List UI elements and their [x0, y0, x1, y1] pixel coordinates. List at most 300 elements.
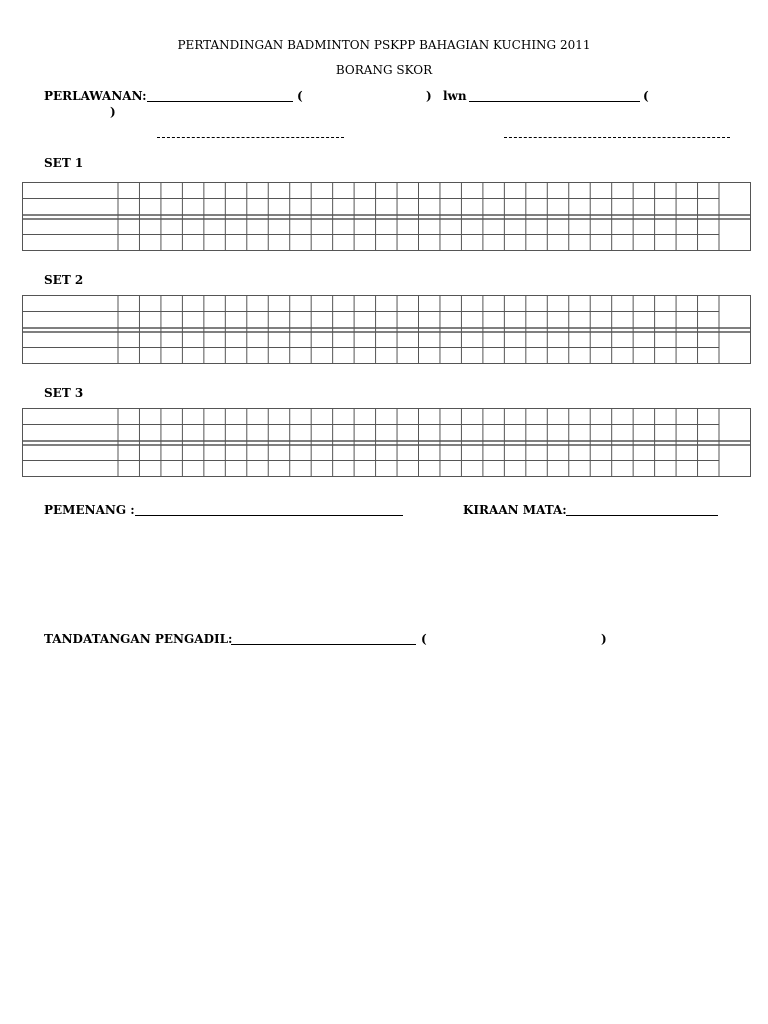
- score-cell[interactable]: [161, 235, 182, 252]
- score-cell[interactable]: [655, 408, 676, 425]
- score-cell[interactable]: [182, 182, 203, 199]
- score-cell[interactable]: [268, 348, 289, 365]
- score-cell[interactable]: [655, 425, 676, 442]
- score-cell[interactable]: [461, 332, 482, 348]
- score-cell[interactable]: [461, 425, 482, 442]
- score-cell[interactable]: [419, 182, 440, 199]
- score-cell[interactable]: [354, 332, 375, 348]
- score-cell[interactable]: [547, 219, 568, 235]
- score-cell[interactable]: [440, 461, 461, 478]
- score-cell[interactable]: [161, 332, 182, 348]
- score-cell[interactable]: [547, 295, 568, 312]
- score-cell[interactable]: [204, 312, 225, 329]
- score-cell[interactable]: [569, 332, 590, 348]
- score-cell[interactable]: [376, 408, 397, 425]
- score-cell[interactable]: [161, 182, 182, 199]
- score-cell[interactable]: [118, 332, 139, 348]
- score-cell[interactable]: [612, 425, 633, 442]
- score-cell[interactable]: [161, 425, 182, 442]
- score-cell[interactable]: [311, 295, 332, 312]
- score-cell[interactable]: [290, 199, 311, 216]
- score-cell[interactable]: [204, 199, 225, 216]
- score-cell[interactable]: [504, 219, 525, 235]
- score-cell[interactable]: [461, 182, 482, 199]
- score-cell[interactable]: [204, 461, 225, 478]
- score-cell[interactable]: [333, 312, 354, 329]
- set-2-score-table[interactable]: [22, 295, 751, 364]
- score-cell[interactable]: [504, 425, 525, 442]
- score-cell[interactable]: [698, 312, 719, 329]
- score-cell[interactable]: [247, 312, 268, 329]
- score-cell[interactable]: [268, 425, 289, 442]
- score-cell[interactable]: [225, 425, 246, 442]
- score-cell[interactable]: [504, 235, 525, 252]
- score-cell[interactable]: [569, 461, 590, 478]
- score-cell[interactable]: [569, 445, 590, 461]
- score-cell[interactable]: [612, 332, 633, 348]
- score-cell[interactable]: [483, 461, 504, 478]
- score-cell[interactable]: [612, 461, 633, 478]
- score-cell[interactable]: [504, 332, 525, 348]
- score-cell[interactable]: [204, 425, 225, 442]
- score-cell[interactable]: [311, 408, 332, 425]
- score-cell[interactable]: [590, 219, 611, 235]
- score-cell[interactable]: [311, 219, 332, 235]
- score-cell[interactable]: [139, 295, 160, 312]
- score-cell[interactable]: [419, 445, 440, 461]
- score-cell[interactable]: [440, 219, 461, 235]
- score-cell[interactable]: [698, 235, 719, 252]
- score-cell[interactable]: [440, 312, 461, 329]
- score-cell[interactable]: [655, 312, 676, 329]
- score-cell[interactable]: [569, 235, 590, 252]
- score-cell[interactable]: [376, 461, 397, 478]
- score-cell[interactable]: [376, 348, 397, 365]
- score-cell[interactable]: [182, 219, 203, 235]
- score-cell[interactable]: [139, 332, 160, 348]
- score-cell[interactable]: [547, 235, 568, 252]
- score-cell[interactable]: [376, 219, 397, 235]
- score-cell[interactable]: [225, 408, 246, 425]
- score-cell[interactable]: [698, 295, 719, 312]
- score-cell[interactable]: [633, 199, 654, 216]
- score-cell[interactable]: [204, 219, 225, 235]
- score-cell[interactable]: [397, 312, 418, 329]
- score-cell[interactable]: [698, 408, 719, 425]
- score-cell[interactable]: [311, 445, 332, 461]
- score-cell[interactable]: [590, 461, 611, 478]
- score-cell[interactable]: [333, 182, 354, 199]
- score-cell[interactable]: [311, 182, 332, 199]
- score-cell[interactable]: [419, 312, 440, 329]
- score-cell[interactable]: [118, 408, 139, 425]
- score-cell[interactable]: [461, 348, 482, 365]
- score-cell[interactable]: [333, 295, 354, 312]
- score-cell[interactable]: [633, 425, 654, 442]
- score-cell[interactable]: [397, 348, 418, 365]
- score-cell[interactable]: [139, 425, 160, 442]
- score-cell[interactable]: [612, 445, 633, 461]
- score-cell[interactable]: [290, 235, 311, 252]
- score-cell[interactable]: [419, 425, 440, 442]
- score-cell[interactable]: [225, 332, 246, 348]
- score-cell[interactable]: [676, 445, 697, 461]
- player-b-dashed-line[interactable]: [504, 137, 730, 138]
- score-cell[interactable]: [354, 219, 375, 235]
- score-cell[interactable]: [440, 295, 461, 312]
- score-cell[interactable]: [676, 425, 697, 442]
- score-cell[interactable]: [290, 219, 311, 235]
- score-cell[interactable]: [612, 219, 633, 235]
- score-cell[interactable]: [483, 445, 504, 461]
- score-cell[interactable]: [419, 295, 440, 312]
- score-cell[interactable]: [139, 182, 160, 199]
- score-cell[interactable]: [655, 445, 676, 461]
- player-a-dashed-line[interactable]: [157, 137, 344, 138]
- score-cell[interactable]: [676, 461, 697, 478]
- score-cell[interactable]: [161, 219, 182, 235]
- score-cell[interactable]: [633, 182, 654, 199]
- score-cell[interactable]: [569, 295, 590, 312]
- score-cell[interactable]: [397, 219, 418, 235]
- score-cell[interactable]: [118, 312, 139, 329]
- score-cell[interactable]: [547, 182, 568, 199]
- score-cell[interactable]: [354, 312, 375, 329]
- score-cell[interactable]: [397, 445, 418, 461]
- score-cell[interactable]: [440, 182, 461, 199]
- score-cell[interactable]: [440, 199, 461, 216]
- score-cell[interactable]: [461, 461, 482, 478]
- score-cell[interactable]: [311, 235, 332, 252]
- score-cell[interactable]: [290, 461, 311, 478]
- score-cell[interactable]: [204, 332, 225, 348]
- score-cell[interactable]: [333, 332, 354, 348]
- score-cell[interactable]: [633, 348, 654, 365]
- score-cell[interactable]: [419, 332, 440, 348]
- score-cell[interactable]: [633, 461, 654, 478]
- score-cell[interactable]: [268, 219, 289, 235]
- score-cell[interactable]: [397, 408, 418, 425]
- score-cell[interactable]: [698, 425, 719, 442]
- score-cell[interactable]: [698, 332, 719, 348]
- score-cell[interactable]: [333, 461, 354, 478]
- score-cell[interactable]: [676, 332, 697, 348]
- score-cell[interactable]: [268, 182, 289, 199]
- score-cell[interactable]: [290, 332, 311, 348]
- score-cell[interactable]: [483, 182, 504, 199]
- score-cell[interactable]: [547, 332, 568, 348]
- score-cell[interactable]: [504, 295, 525, 312]
- score-cell[interactable]: [311, 199, 332, 216]
- score-cell[interactable]: [290, 312, 311, 329]
- score-cell[interactable]: [397, 182, 418, 199]
- score-cell[interactable]: [376, 445, 397, 461]
- score-cell[interactable]: [397, 295, 418, 312]
- score-cell[interactable]: [612, 312, 633, 329]
- score-cell[interactable]: [633, 332, 654, 348]
- score-cell[interactable]: [590, 312, 611, 329]
- score-cell[interactable]: [118, 445, 139, 461]
- score-cell[interactable]: [504, 445, 525, 461]
- score-cell[interactable]: [633, 408, 654, 425]
- score-cell[interactable]: [333, 348, 354, 365]
- score-cell[interactable]: [247, 425, 268, 442]
- set-1-score-table[interactable]: [22, 182, 751, 251]
- score-cell[interactable]: [225, 199, 246, 216]
- score-cell[interactable]: [161, 312, 182, 329]
- score-cell[interactable]: [376, 199, 397, 216]
- score-cell[interactable]: [225, 219, 246, 235]
- score-cell[interactable]: [397, 332, 418, 348]
- score-cell[interactable]: [354, 425, 375, 442]
- score-cell[interactable]: [483, 199, 504, 216]
- score-cell[interactable]: [118, 461, 139, 478]
- score-cell[interactable]: [483, 235, 504, 252]
- score-cell[interactable]: [655, 461, 676, 478]
- score-cell[interactable]: [590, 332, 611, 348]
- score-cell[interactable]: [419, 235, 440, 252]
- score-cell[interactable]: [354, 461, 375, 478]
- winner-field[interactable]: [135, 515, 403, 516]
- score-cell[interactable]: [419, 199, 440, 216]
- score-cell[interactable]: [354, 235, 375, 252]
- score-cell[interactable]: [225, 348, 246, 365]
- score-cell[interactable]: [504, 348, 525, 365]
- score-cell[interactable]: [354, 348, 375, 365]
- score-cell[interactable]: [376, 425, 397, 442]
- score-cell[interactable]: [139, 312, 160, 329]
- score-cell[interactable]: [483, 312, 504, 329]
- score-cell[interactable]: [247, 348, 268, 365]
- score-cell[interactable]: [526, 199, 547, 216]
- score-cell[interactable]: [419, 219, 440, 235]
- score-cell[interactable]: [440, 408, 461, 425]
- score-cell[interactable]: [225, 235, 246, 252]
- score-cell[interactable]: [526, 461, 547, 478]
- score-cell[interactable]: [182, 461, 203, 478]
- score-cell[interactable]: [225, 445, 246, 461]
- score-cell[interactable]: [161, 445, 182, 461]
- score-cell[interactable]: [397, 425, 418, 442]
- score-cell[interactable]: [590, 182, 611, 199]
- score-cell[interactable]: [633, 219, 654, 235]
- score-cell[interactable]: [290, 445, 311, 461]
- score-cell[interactable]: [247, 182, 268, 199]
- score-cell[interactable]: [483, 219, 504, 235]
- score-cell[interactable]: [526, 445, 547, 461]
- score-cell[interactable]: [182, 348, 203, 365]
- score-cell[interactable]: [290, 408, 311, 425]
- score-cell[interactable]: [204, 295, 225, 312]
- score-cell[interactable]: [504, 199, 525, 216]
- score-cell[interactable]: [161, 461, 182, 478]
- score-cell[interactable]: [182, 332, 203, 348]
- score-cell[interactable]: [419, 348, 440, 365]
- score-cell[interactable]: [655, 295, 676, 312]
- score-cell[interactable]: [461, 235, 482, 252]
- score-cell[interactable]: [333, 408, 354, 425]
- score-cell[interactable]: [118, 295, 139, 312]
- score-cell[interactable]: [118, 199, 139, 216]
- score-cell[interactable]: [569, 348, 590, 365]
- score-cell[interactable]: [440, 332, 461, 348]
- score-cell[interactable]: [268, 199, 289, 216]
- score-cell[interactable]: [397, 199, 418, 216]
- score-cell[interactable]: [676, 182, 697, 199]
- score-cell[interactable]: [676, 199, 697, 216]
- score-cell[interactable]: [569, 219, 590, 235]
- score-cell[interactable]: [118, 235, 139, 252]
- score-cell[interactable]: [354, 445, 375, 461]
- score-cell[interactable]: [225, 312, 246, 329]
- score-cell[interactable]: [655, 199, 676, 216]
- score-cell[interactable]: [139, 348, 160, 365]
- score-cell[interactable]: [268, 312, 289, 329]
- score-cell[interactable]: [354, 295, 375, 312]
- score-cell[interactable]: [247, 235, 268, 252]
- score-cell[interactable]: [698, 445, 719, 461]
- score-cell[interactable]: [139, 219, 160, 235]
- score-cell[interactable]: [526, 295, 547, 312]
- score-cell[interactable]: [376, 182, 397, 199]
- score-cell[interactable]: [569, 425, 590, 442]
- score-cell[interactable]: [612, 295, 633, 312]
- score-cell[interactable]: [655, 235, 676, 252]
- score-cell[interactable]: [419, 461, 440, 478]
- score-cell[interactable]: [354, 408, 375, 425]
- score-cell[interactable]: [483, 408, 504, 425]
- score-cell[interactable]: [440, 235, 461, 252]
- score-cell[interactable]: [504, 312, 525, 329]
- score-cell[interactable]: [204, 408, 225, 425]
- score-cell[interactable]: [590, 425, 611, 442]
- score-cell[interactable]: [526, 348, 547, 365]
- score-cell[interactable]: [268, 295, 289, 312]
- score-cell[interactable]: [633, 312, 654, 329]
- score-cell[interactable]: [376, 312, 397, 329]
- score-cell[interactable]: [247, 408, 268, 425]
- score-cell[interactable]: [676, 312, 697, 329]
- score-cell[interactable]: [376, 332, 397, 348]
- score-cell[interactable]: [182, 312, 203, 329]
- score-cell[interactable]: [633, 445, 654, 461]
- score-cell[interactable]: [526, 312, 547, 329]
- score-cell[interactable]: [225, 461, 246, 478]
- score-cell[interactable]: [268, 445, 289, 461]
- score-cell[interactable]: [290, 425, 311, 442]
- score-cell[interactable]: [590, 235, 611, 252]
- player-b-name-field[interactable]: [469, 101, 640, 102]
- signature-field[interactable]: [231, 644, 416, 645]
- score-cell[interactable]: [483, 295, 504, 312]
- score-cell[interactable]: [440, 348, 461, 365]
- score-field[interactable]: [566, 515, 718, 516]
- score-cell[interactable]: [461, 199, 482, 216]
- score-cell[interactable]: [698, 461, 719, 478]
- score-cell[interactable]: [182, 295, 203, 312]
- score-cell[interactable]: [247, 461, 268, 478]
- score-cell[interactable]: [461, 445, 482, 461]
- score-cell[interactable]: [376, 295, 397, 312]
- score-cell[interactable]: [440, 425, 461, 442]
- score-cell[interactable]: [698, 219, 719, 235]
- score-cell[interactable]: [311, 332, 332, 348]
- score-cell[interactable]: [247, 219, 268, 235]
- score-cell[interactable]: [182, 408, 203, 425]
- score-cell[interactable]: [247, 445, 268, 461]
- score-cell[interactable]: [118, 182, 139, 199]
- score-cell[interactable]: [118, 219, 139, 235]
- score-cell[interactable]: [483, 332, 504, 348]
- score-cell[interactable]: [590, 445, 611, 461]
- score-cell[interactable]: [376, 235, 397, 252]
- score-cell[interactable]: [247, 295, 268, 312]
- score-cell[interactable]: [590, 408, 611, 425]
- score-cell[interactable]: [440, 445, 461, 461]
- score-cell[interactable]: [526, 182, 547, 199]
- score-cell[interactable]: [612, 182, 633, 199]
- score-cell[interactable]: [504, 182, 525, 199]
- score-cell[interactable]: [333, 445, 354, 461]
- score-cell[interactable]: [612, 199, 633, 216]
- score-cell[interactable]: [676, 408, 697, 425]
- score-cell[interactable]: [461, 219, 482, 235]
- score-cell[interactable]: [139, 235, 160, 252]
- score-cell[interactable]: [461, 408, 482, 425]
- score-cell[interactable]: [247, 332, 268, 348]
- score-cell[interactable]: [419, 408, 440, 425]
- score-cell[interactable]: [590, 199, 611, 216]
- score-cell[interactable]: [526, 332, 547, 348]
- score-cell[interactable]: [698, 182, 719, 199]
- score-cell[interactable]: [547, 348, 568, 365]
- player-a-name-field[interactable]: [147, 101, 293, 102]
- score-cell[interactable]: [547, 425, 568, 442]
- score-cell[interactable]: [547, 445, 568, 461]
- score-cell[interactable]: [139, 461, 160, 478]
- score-cell[interactable]: [397, 461, 418, 478]
- score-cell[interactable]: [161, 199, 182, 216]
- score-cell[interactable]: [354, 199, 375, 216]
- score-cell[interactable]: [204, 348, 225, 365]
- score-cell[interactable]: [161, 295, 182, 312]
- score-cell[interactable]: [676, 295, 697, 312]
- score-cell[interactable]: [655, 348, 676, 365]
- score-cell[interactable]: [268, 408, 289, 425]
- score-cell[interactable]: [655, 182, 676, 199]
- score-cell[interactable]: [547, 408, 568, 425]
- score-cell[interactable]: [247, 199, 268, 216]
- score-cell[interactable]: [333, 219, 354, 235]
- score-cell[interactable]: [612, 348, 633, 365]
- score-cell[interactable]: [655, 332, 676, 348]
- score-cell[interactable]: [268, 332, 289, 348]
- score-cell[interactable]: [676, 235, 697, 252]
- score-cell[interactable]: [290, 182, 311, 199]
- score-cell[interactable]: [526, 408, 547, 425]
- score-cell[interactable]: [698, 199, 719, 216]
- score-cell[interactable]: [268, 461, 289, 478]
- score-cell[interactable]: [225, 182, 246, 199]
- score-cell[interactable]: [526, 425, 547, 442]
- score-cell[interactable]: [333, 199, 354, 216]
- score-cell[interactable]: [139, 445, 160, 461]
- score-cell[interactable]: [118, 348, 139, 365]
- score-cell[interactable]: [290, 348, 311, 365]
- score-cell[interactable]: [526, 235, 547, 252]
- score-cell[interactable]: [139, 199, 160, 216]
- score-cell[interactable]: [590, 348, 611, 365]
